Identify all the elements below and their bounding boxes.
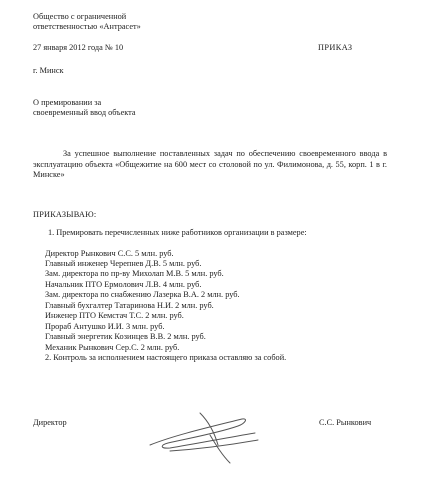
order-date-number: 27 января 2012 года № 10 <box>33 43 124 52</box>
employee-line: Зам. директора по снабжению Лазерка В.А. 2 млн. руб. <box>45 290 240 299</box>
employee-line: Главный энергетик Козинцев В.В. 2 млн. руб. <box>45 332 206 341</box>
employee-line: Прораб Антушко И.И. 3 млн. руб. <box>45 322 165 331</box>
signature-name: С.С. Рынкович <box>319 418 372 427</box>
employee-line: Начальник ПТО Ермолович Л.В. 4 млн. руб. <box>45 280 202 289</box>
org-name-line2: ответственностью «Антрасет» <box>33 22 141 31</box>
employee-line: Главный бухгалтер Татаринова Н.И. 2 млн. руб. <box>45 301 214 310</box>
handwritten-signature <box>130 405 280 467</box>
document-type: ПРИКАЗ <box>318 43 353 52</box>
order-word: ПРИКАЗЫВАЮ: <box>33 210 97 219</box>
employee-line: Зам. директора по пр-ву Михолап М.В. 5 млн. руб. <box>45 269 224 278</box>
employee-line: Главный инженер Черепнев Д.В. 5 млн. руб. <box>45 259 202 268</box>
subject-line2: своевременный ввод объекта <box>33 108 136 117</box>
item2-control: 2. Контроль за исполнением настоящего приказа оставляю за собой. <box>45 353 287 362</box>
preamble-paragraph: За успешное выполнение поставленных задач по обеспечению своевременного ввода в эксплуатацию объекта «Общежитие на 600 мест со столовой по ул. Филимонова, д. 55, корп. 1 в г. Минске» <box>33 149 387 180</box>
subject-line1: О премировании за <box>33 98 102 107</box>
city: г. Минск <box>33 66 64 75</box>
signature-position: Директор <box>33 418 67 427</box>
employee-line: Механик Рынкович Сер.С. 2 млн. руб. <box>45 343 180 352</box>
org-name-line1: Общество с ограниченной <box>33 12 127 21</box>
item1-intro: 1. Премировать перечисленных ниже работников организации в размере: <box>48 228 307 237</box>
employee-line: Директор Рынкович С.С. 5 млн. руб. <box>45 249 174 258</box>
employee-line: Инженер ПТО Кемстач Т.С. 2 млн. руб. <box>45 311 184 320</box>
